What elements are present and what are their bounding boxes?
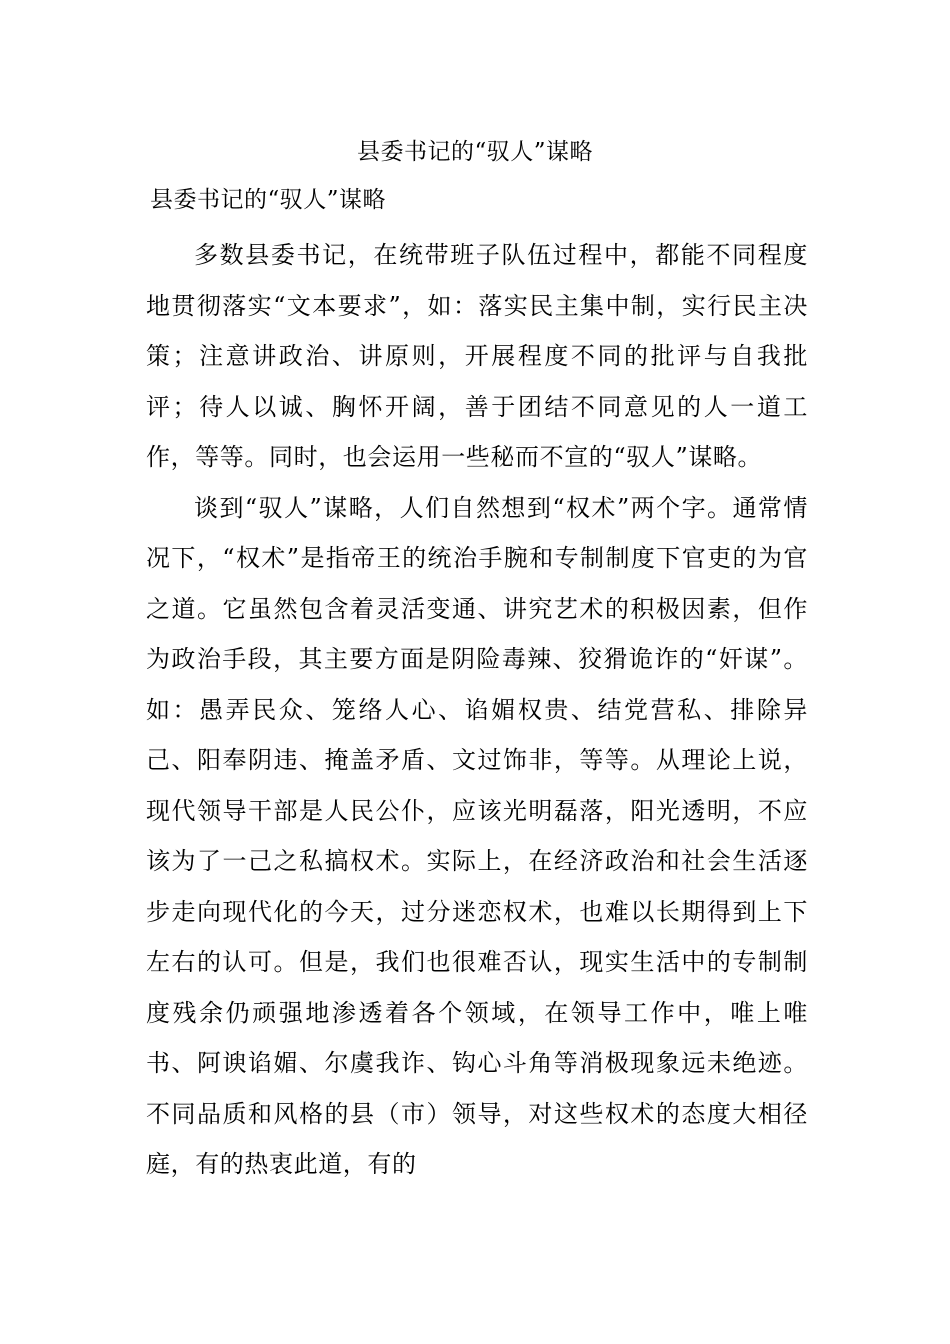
paragraph-1: 多数县委书记，在统带班子队伍过程中，都能不同程度地贯彻落实“文本要求”，如：落实民主集中制，实行民主决策；注意讲政治、讲原则，开展程度不同的批评与自我批评；待人以诚、胸怀开阔，善于团结不同意见的人一道工作，等等。同时，也会运用一些秘而不宣的“驭人”谋略。: [146, 241, 808, 471]
paragraph-2: 谈到“驭人”谋略，人们自然想到“权术”两个字。通常情况下，“权术”是指帝王的统治手腕和专制制度下官吏的为官之道。它虽然包含着灵活变通、讲究艺术的积极因素，但作为政治手段，其主要方面是阴险毒辣、狡猾诡诈的“奸谋”。如：愚弄民众、笼络人心、谄媚权贵、结党营私、排除异己、阳奉阴违、掩盖矛盾、文过饰非，等等。从理论上说，现代领导干部是人民公仆，应该光明磊落，阳光透明，不应该为了一己之私搞权术。实际上，在经济政治和社会生活逐步走向现代化的今天，过分迷恋权术，也难以长期得到上下左右的认可。但是，我们也很难否认，现实生活中的专制制度残余仍顽强地渗透着各个领域，在领导工作中，唯上唯书、阿谀谄媚、尔虞我诈、钩心斗角等消极现象远未绝迹。不同品质和风格的县（市）领导，对这些权术的态度大相径庭，有的热衷此道，有的: [146, 493, 808, 1178]
document-title: 县委书记的“驭人”谋略: [356, 139, 594, 165]
document-body: [146, 230, 808, 1190]
document-subtitle: 县委书记的“驭人”谋略: [150, 187, 387, 213]
